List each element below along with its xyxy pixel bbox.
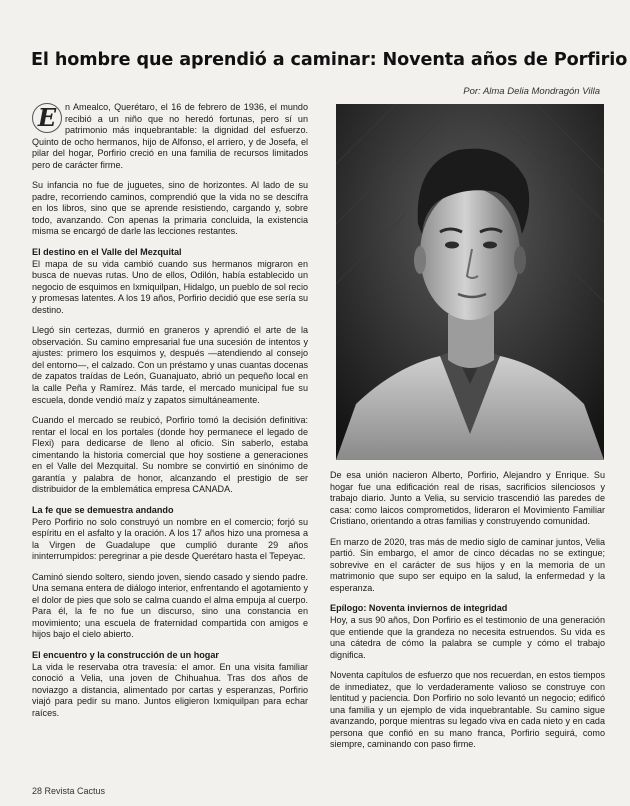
paragraph: Su infancia no fue de juguetes, sino de horizontes. Al lado de su padre, recorriendo caminos, comprendió que la vida no se descifra en los libros, sino que se aprende resistiendo, cargando y, sobre todo, avanzando. Con apenas la primaria concluida, la existencia misma se encargó de darle las lecciones restantes. (32, 180, 308, 237)
paragraph-intro: E n Amealco, Querétaro, el 16 de febrero de 1936, el mundo recibió a un niño que no heredó fortunas, pero sí un patrimonio más inquebrantable: la dignidad del esfuerzo. Quinto de ocho hermanos, hijo de Alfonso, el arriero, y de Josefa, el pilar del hogar, Porfirio creció en una familia de recursos limitados pero de carácter firme. (32, 102, 308, 170)
paragraph: En marzo de 2020, tras más de medio siglo de caminar juntos, Velia partió. Sin embargo, el amor de cinco décadas no se extingue; sobrevive en el carácter de sus hijos y en la memoria de un matrimonio que supo ser equipo en la salud, la enfermedad y la esperanza. (330, 536, 605, 593)
byline: Por: Alma Delia Mondragón Villa (463, 86, 600, 97)
paragraph: Hoy, a sus 90 años, Don Porfirio es el testimonio de una generación que entiende que la grandeza no necesita estruendos. Su vida es una cátedra de cómo la palabra se cumple y cómo el trabajo dignifica. (330, 615, 605, 660)
article-title: El hombre que aprendió a caminar: Noventa años de Porfirio (31, 50, 628, 70)
left-column (32, 102, 308, 728)
paragraph: La vida le reservaba otra travesía: el amor. En una visita familiar conoció a Velia, una joven de Chihuahua. Tras dos años de noviazgo a distancia, alimentado por cartas y esperanzas, Porfirio viajó para pedir su mano. Juntos eligieron Ixmiquilpan para echar raíces. (32, 661, 308, 718)
paragraph: Caminó siendo soltero, siendo joven, siendo casado y siendo padre. Una semana entera de diálogo interior, enfrentando el agotamiento y el dolor de pies que solo se calma cuando el alma empuja al cuerpo. Para él, la fe no fue un discurso, sino una constancia en movimiento; una escuela de fraternidad compartida con amigos e hijos bajo el cielo abierto. (32, 571, 308, 640)
paragraph: De esa unión nacieron Alberto, Porfirio, Alejandro y Enrique. Su hogar fue una edificación real de risas, sacrificios silenciosos y trabajo diario. Junto a Velia, su servicio trascendió las paredes de casa: como laicos comprometidos, lideraron el Movimiento Familiar Cristiano, orientando a otras familias y construyendo comunidad. (330, 470, 605, 527)
paragraph: Llegó sin certezas, durmió en graneros y aprendió el arte de la observación. Su camino empresarial fue una sucesión de intentos y ajustes: primero los esquimos y, después —atendiendo al consejo del entorno—, el calzado. Con un préstamo y unas cuantas docenas de zapatos traídas de León, Guanajuato, abrió un pequeño local en la calle Peña y Ramírez. Más tarde, el mercado municipal fue su escuela, donde vendió maíz y zapatos simultáneamente. (32, 325, 308, 405)
right-column (330, 470, 605, 760)
section-heading: Epílogo: Noventa inviernos de integridad (330, 603, 508, 614)
paragraph: Noventa capítulos de esfuerzo que nos recuerdan, en estos tiempos de inmediatez, que lo verdaderamente valioso se construye con lentitud y paciencia. Don Porfirio no solo levantó un negocio; edificó una familia y un ejemplo de vida inquebrantable. Su camino sigue avanzando, porque mientras su legado viva en cada nieto y en cada persona que confió en su mano franca, Porfirio seguirá, como siempre, caminando con paso firme. (330, 670, 605, 750)
section-heading: La fe que se demuestra andando (32, 504, 174, 515)
portrait-photo (336, 104, 604, 460)
section-heading: El encuentro y la construcción de un hogar (32, 649, 219, 660)
paragraph: Pero Porfirio no solo construyó un nombre en el comercio; forjó su espíritu en el asfalto y la oración. A los 17 años hizo una promesa a la Virgen de Guadalupe que cumplió durante 29 años ininterrumpidos: peregrinar a pie desde Querétaro hasta el Tepeyac. (32, 516, 308, 562)
drop-cap: E (32, 103, 62, 133)
section-heading: El destino en el Valle del Mezquital (32, 247, 182, 258)
paragraph: El mapa de su vida cambió cuando sus hermanos migraron en busca de nuevas rutas. Uno de ellos, Odilón, había establecido un negocio de esquimos en Ixmiquilpan, Hidalgo, un pueblo de sol recio y promesas latentes. A los 19 años, Porfirio decidió que ese sería su destino. (32, 258, 308, 315)
page-footer: 28 Revista Cactus (32, 786, 106, 796)
paragraph: Cuando el mercado se reubicó, Porfirio tomó la decisión definitiva: rentar el local en los portales (donde hoy permanece el legado de Flexi) para dedicarse de lleno al oficio. Sin saberlo, estaba cimentando la historia comercial que hoy sostiene a generaciones en el Valle del Mezquital. Su nombre se convirtió en sinónimo de garantía y palabra de honor, alcanzando el prestigio de ser distribuidor de la emblemática empresa CANADA. (32, 415, 308, 495)
